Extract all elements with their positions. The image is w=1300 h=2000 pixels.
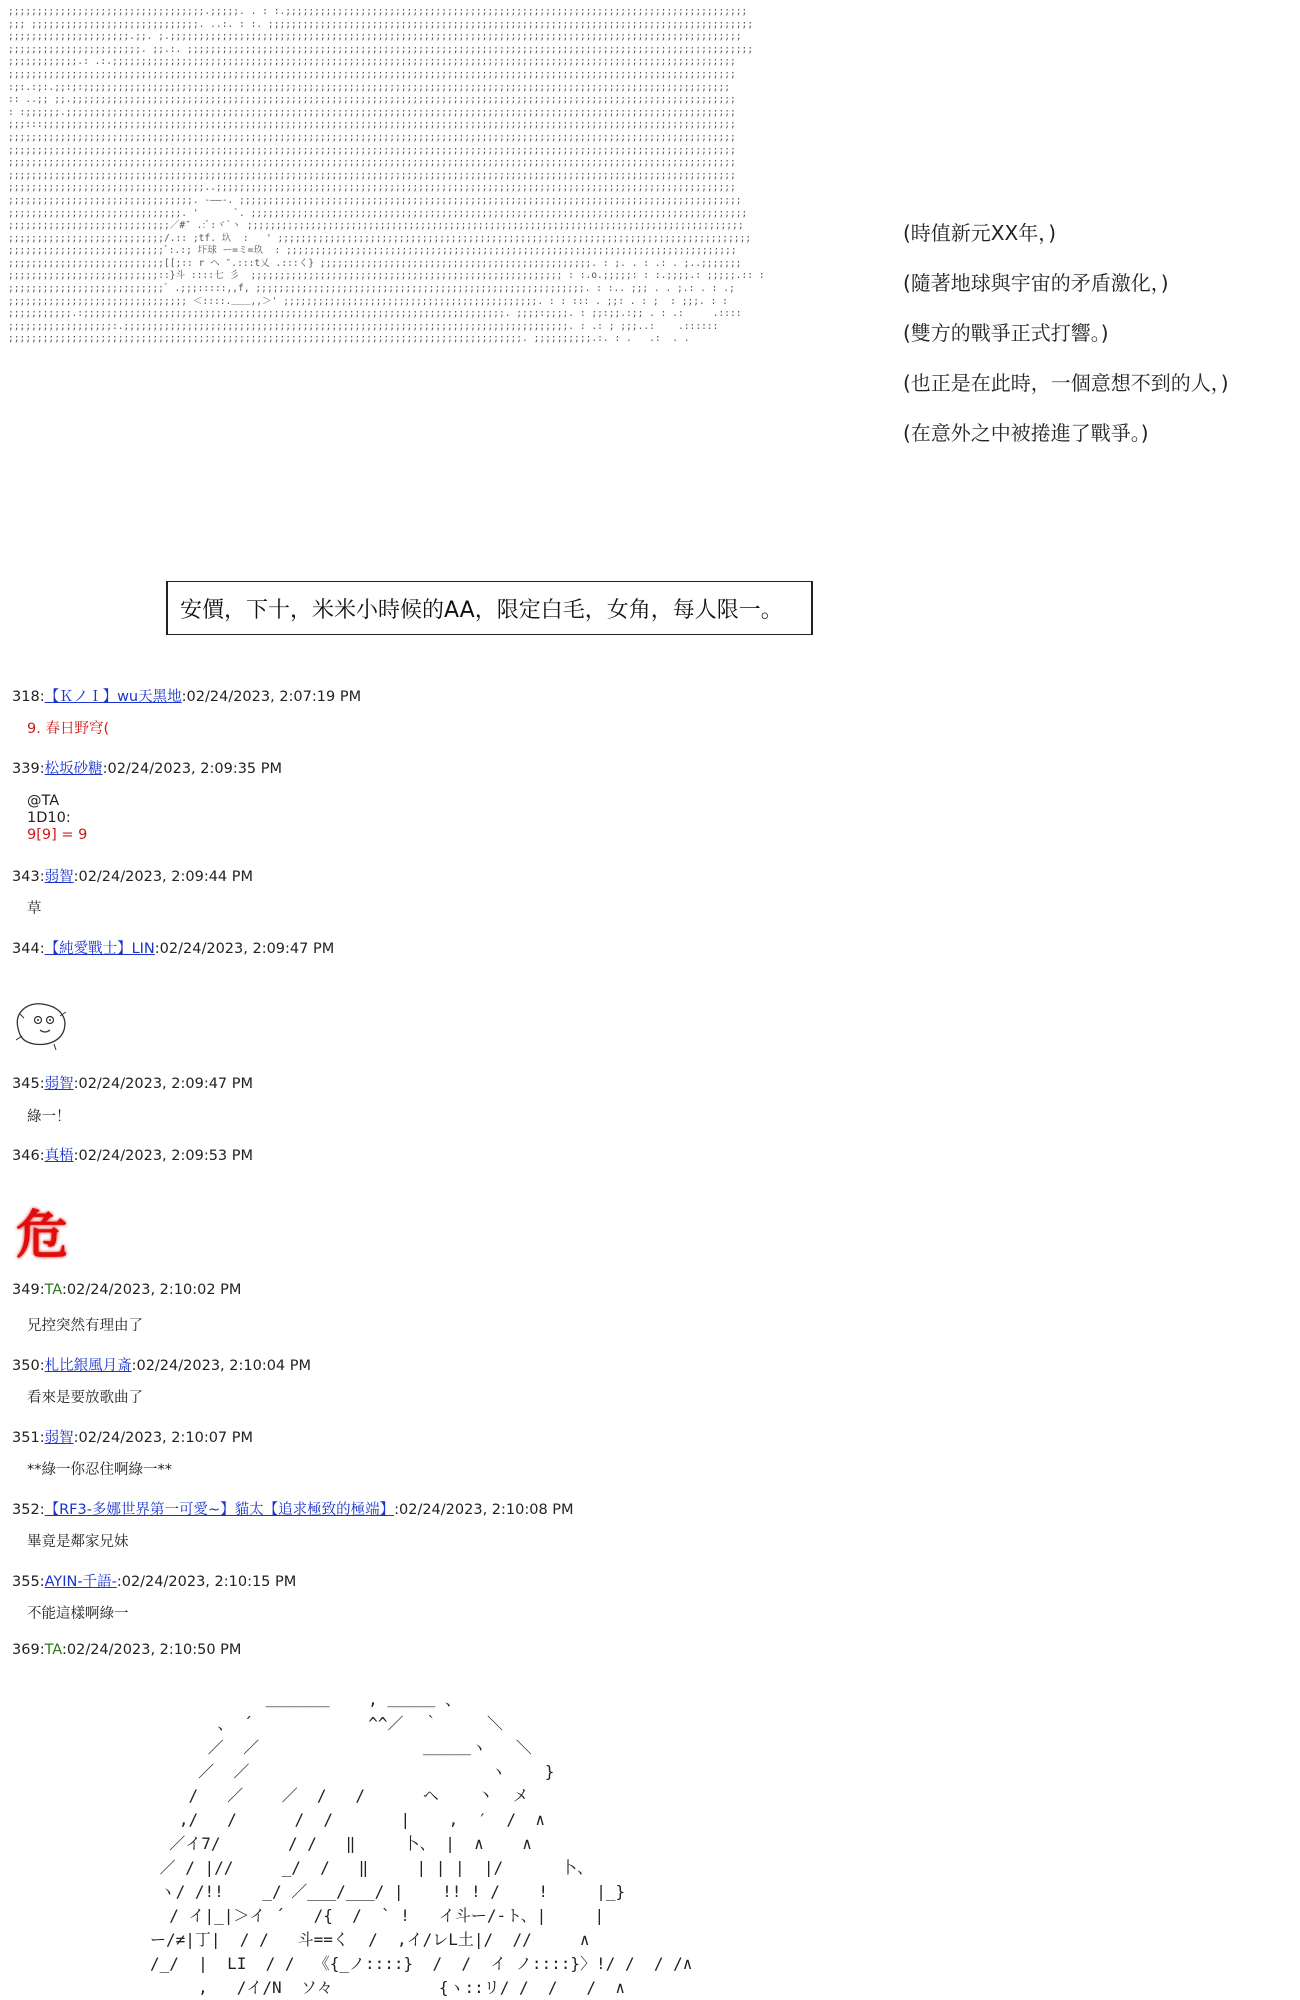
- post-header: 339:松坂砂糖:02/24/2023, 2:09:35 PM: [12, 761, 283, 777]
- narration-line: (在意外之中被捲進了戰爭。): [903, 421, 1149, 445]
- post-date: 02/24/2023, 2:10:07 PM: [78, 1430, 254, 1446]
- post-header: 344:【純愛戰士】LIN:02/24/2023, 2:09:47 PM: [12, 941, 335, 957]
- post-header: 369:TA:02/24/2023, 2:10:50 PM: [12, 1642, 242, 1658]
- narration-line: (隨著地球與宇宙的矛盾激化，): [903, 271, 1169, 295]
- post-date: 02/24/2023, 2:10:08 PM: [399, 1502, 574, 1518]
- post-number: 339: [12, 761, 40, 777]
- danger-glyph: 危: [15, 1205, 69, 1265]
- post-date: 02/24/2023, 2:09:44 PM: [78, 869, 254, 885]
- post-number: 343: [12, 869, 40, 885]
- post-body: 畢竟是鄰家兄妹: [27, 1534, 129, 1550]
- poster-name-link[interactable]: 札比銀風月斎: [44, 1358, 132, 1374]
- post-body: 看來是要放歌曲了: [27, 1390, 143, 1406]
- poster-name: TA: [44, 1282, 62, 1298]
- post-body: 草: [27, 901, 42, 917]
- post-number: 350: [12, 1358, 40, 1374]
- post-date: 02/24/2023, 2:09:35 PM: [107, 761, 283, 777]
- post-number: 344: [12, 941, 40, 957]
- post-number: 346: [12, 1148, 40, 1164]
- narration-line: (時值新元XX年，): [903, 221, 1057, 245]
- poster-name: TA: [44, 1642, 62, 1658]
- post-number: 351: [12, 1430, 40, 1446]
- poster-name-link[interactable]: 【ＫノＩ】wu天黑地: [44, 689, 182, 705]
- post-date: 02/24/2023, 2:10:15 PM: [121, 1574, 297, 1590]
- post-date: 02/24/2023, 2:07:19 PM: [186, 689, 362, 705]
- post-number: 355: [12, 1574, 40, 1590]
- post-number: 349: [12, 1282, 40, 1298]
- post-header: 346:真梧:02/24/2023, 2:09:53 PM: [12, 1148, 254, 1164]
- post-number: 369: [12, 1642, 40, 1658]
- post-number: 345: [12, 1076, 40, 1092]
- post-header: 343:弱智:02/24/2023, 2:09:44 PM: [12, 869, 254, 885]
- post-date: 02/24/2023, 2:10:02 PM: [66, 1282, 242, 1298]
- post-header: 352:【RF3-多娜世界第一可愛~】貓太【追求極致的極端】:02/24/2023, 2:10:08 PM: [12, 1502, 574, 1518]
- post-date: 02/24/2023, 2:09:53 PM: [78, 1148, 254, 1164]
- poster-name-link[interactable]: 弱智: [44, 869, 74, 885]
- post-header: 349:TA:02/24/2023, 2:10:02 PM: [12, 1282, 242, 1298]
- ascii-art-bottom: ＿＿＿＿ , ＿＿＿ 、 、 ´ ^^／ ｀ ＼ ／ ／ ＿＿＿ヽ ＼ ／ ／ ヽ } / ／ ／ / / ヘ 丶 メ ,/ / / / | , ′ / ∧ ／イ7/ / / ‖ 卜、 | ∧ ∧ ／ / |// _/ / ‖ | | | |/ 卜、 ヽ/ /!! _/ ／___/___/ | !! ! / ! |_} / イ|_|＞イ ´ /{ / ` ! イ斗ー/-ト、| | ー/≠|丁| / / 斗==く / ,イ/レL土|/ // ∧ /_/ | LI / / 《{_ノ::::} / / イ ノ::::}〉!/ / / /∧ , /イ/N ソ々 {ヽ::リ/ / / / ∧: [150, 1690, 693, 1997]
- poster-name-link[interactable]: 【純愛戰士】LIN: [44, 941, 155, 957]
- post-header: 351:弱智:02/24/2023, 2:10:07 PM: [12, 1430, 254, 1446]
- post-header: 350:札比銀風月斎:02/24/2023, 2:10:04 PM: [12, 1358, 312, 1374]
- post-body: 綠一！: [27, 1109, 71, 1125]
- post-date: 02/24/2023, 2:10:50 PM: [66, 1642, 242, 1658]
- anchor-box: [166, 581, 813, 635]
- post-header: 318:【ＫノＩ】wu天黑地:02/24/2023, 2:07:19 PM: [12, 689, 362, 705]
- narration-line: (雙方的戰爭正式打響。): [903, 321, 1109, 345]
- poster-name-link[interactable]: 弱智: [44, 1076, 74, 1092]
- post-body: **綠一你忍住啊綠一**: [27, 1462, 172, 1478]
- face-doodle-icon: [10, 998, 72, 1050]
- post-number: 352: [12, 1502, 40, 1518]
- dice-result: 9[9] = 9: [27, 827, 88, 843]
- poster-name-link[interactable]: 松坂砂糖: [44, 761, 103, 777]
- post-body: 不能這樣啊綠一: [27, 1606, 129, 1622]
- poster-name-link[interactable]: 真梧: [44, 1148, 74, 1164]
- post-header: 355:AYIN-千語-:02/24/2023, 2:10:15 PM: [12, 1574, 297, 1590]
- narration: [903, 218, 1293, 468]
- post-body: 兄控突然有理由了: [27, 1318, 143, 1334]
- danger-glyph-image: [12, 1203, 72, 1265]
- post-date: 02/24/2023, 2:10:04 PM: [136, 1358, 312, 1374]
- post-body: @TA 1D10:: [27, 793, 71, 826]
- narration-line: (也正是在此時，一個意想不到的人，): [903, 371, 1229, 395]
- post-date: 02/24/2023, 2:09:47 PM: [159, 941, 335, 957]
- post-number: 318: [12, 689, 40, 705]
- post-header: 345:弱智:02/24/2023, 2:09:47 PM: [12, 1076, 254, 1092]
- post-date: 02/24/2023, 2:09:47 PM: [78, 1076, 254, 1092]
- poster-name-link[interactable]: 【RF3-多娜世界第一可愛~】貓太【追求極致的極端】: [44, 1502, 395, 1518]
- poster-name-link[interactable]: AYIN-千語-: [44, 1574, 117, 1590]
- ascii-art-top: ;;;;;;;;;;;;;;;;;;;;;;;;;;;;;;;;;;.;;;;;. . : :.;;;;;;;;;;;;;;;;;;;;;;;;;;;;;;;;;;;;;;;;;;;;;;;;;;;;;;;;;;;;;;;;;;;;;;;;;;;;;;;; ;;; ;;;;;;;;;;;;;;;;;;;;;;;;;;;;;. ..:. : :. ;;;;;;;;;;;;;;;;;;;;;;;;;;;;;;;;;;;;;;;;;;;;;;;;;;;;;;;;;;;;;;;;;;;;;;;;;;;;;;;;;;;; ;;;;;;;;;;;;;;;;;;;;;.;;. ;.;;;;;;;;;;;;;;;;;;;;;;;;;;;;;;;;;;;;;;;;;;;;;;;;;;;;;;;;;;;;;;;;;;;;;;;;;;;;;;;;;;;;;;;;;;;;;;;;;;; ;;;;;;;;;;;;;;;;;;;;;;;. ;;.:. ;;;;;;;;;;;;;;;;;;;;;;;;;;;;;;;;;;;;;;;;;;;;;;;;;;;;;;;;;;;;;;;;;;;;;;;;;;;;;;;;;;;;;;;;;;;;;;;;;; ;;;;;;;;;;;;.: .:.;;;;;;;;;;;;;;;;;;;;;;;;;;;;;;;;;;;;;;;;;;;;;;;;;;;;;;;;;;;;;;;;;;;;;;;;;;;;;;;;;;;;;;;;;;;;;;;;;;;;;;;;;;;; ;;;;;;;;;;;;;;;;;;;;;;;;;;;;;;;;;;;;;;;;;;;;;;;;;;;;;;;;;;;;;;;;;;;;;;;;;;;;;;;;;;;;;;;;;;;;;;;;;;;;;;;;;;;;;;;;;;;;;;;;;;;;;; :;:.:;:.;;:;:;;;;;;;;;;;;;;;;;;;;;;;;;;;;;;;;;;;;;;;;;;;;;;;;;;;;;;;;;;;;;;;;;;;;;;;;;;;;;;;;;;;;;;;;;;;;;;;;;;;;;;;;;;;;;;;; :: ..;; ;;.;;;;;;;;;;;;;;;;;;;;;;;;;;;;;;;;;;;;;;;;;;;;;;;;;;;;;;;;;;;;;;;;;;;;;;;;;;;;;;;;;;;;;;;;;;;;;;;;;;;;;;;;;;;;;;;;;;; : :;;;;;;.;;;;;;;;;;;;;;;;;;;;;;;;;;;;;;;;;;;;;;;;;;;;;;;;;;;;;;;;;;;;;;;;;;;;;;;;;;;;;;;;;;;;;;;;;;;;;;;;;;;;;;;;;;;;;;;;;;;; ;;;:::;;;;;;;;;;;;;;;;;;;;;;;;;;;;;;;;;;;;;;;;;;;;;;;;;;;;;;;;;;;;;;;;;;;;;;;;;;;;;;;;;;;;;;;;;;;;;;;;;;;;;;;;;;;;;;;;;;;;;;;; ;;;;;;;;;;;;;;;;;;;;;;;;;;;;;;;;;;;;;;;;;;;;;;;;;;;;;;;;;;;;;;;;;;;;;;;;;;;;;;;;;;;;;;;;;;;;;;;;;;;;;;;;;;;;;;;;;;;;;;;;;;;;;; ;;;;;;;;;;;;;;;;;;;;;;;;;;;;;;;;;;;;;;;;;;;;;;;;;;;;;;;;;;;;;;;;;;;;;;;;;;;;;;;;;;;;;;;;;;;;;;;;;;;;;;;;;;;;;;;;;;;;;;;;;;;;;; ;;;;;;;;;;;;;;;;;;;;;;;;;;;;;;;;;;;;;;;;;;;;;;;;;;;;;;;;;;;;;;;;;;;;;;;;;;;;;;;;;;;;;;;;;;;;;;;;;;;;;;;;;;;;;;;;;;;;;;;;;;;;;; ;;;;;;;;;;;;;;;;;;;;;;;;;;;;;;;;;;;;;;;;;;;;;;;;;;;;;;;;;;;;;;;;;;;;;;;;;;;;;;;;;;;;;;;;;;;;;;;;;;;;;;;;;;;;;;;;;;;;;;;;;;;;;; ;;;;;;;;;;;;;;;;;;;;;;;;;;;;;;;;;;..;;;;;;;;;;;;;;;;;;;;;;;;;;;;;;;;;;;;;;;;;;;;;;;;;;;;;;;;;;;;;;;;;;;;;;;;;;;;;;;;;;;;;;;;;; ;;;;;;;;;;;;;;;;;;;;;;;;;;;;;;;;. -――-. ;;;;;;;;;;;;;;;;;;;;;;;;;;;;;;;;;;;;;;;;;;;;;;;;;;;;;;;;;;;;;;;;;;;;;;;;;;;;;;;;;;;;;;; ;;;;;;;;;;;;;;;;;;;;;;;;;;;;;;. ' `. ;;;;;;;;;;;;;;;;;;;;;;;;;;;;;;;;;;;;;;;;;;;;;;;;;;;;;;;;;;;;;;;;;;;;;;;;;;;;;;;;;;;;;; ;;;;;;;;;;;;;;;;;;;;;;;;;;;;／#″ .:ﾞ:ヾ`ヽ ;;;;;;;;;;;;;;;;;;;;;;;;;;;;;;;;;;;;;;;;;;;;;;;;;;;;;;;;;;;;;;;;;;;;;;;;;;;;;;;;;;;;;; ;;;;;;;;;;;;;;;;;;;;;;;;;;;/.:: ;tf. 圦 : ' ;;;;;;;;;;;;;;;;;;;;;;;;;;;;;;;;;;;;;;;;;;;;;;;;;;;;;;;;;;;;;;;;;;;;;;;;;;;;;;;;;; ;;;;;;;;;;;;;;;;;;;;;;;;;;;ﾞ:.:; 圷球 ー=ミ=玖 : ;;;;;;;;;;;;;;;;;;;;;;;;;;;;;;;;;;;;;;;;;;;;;;;;;;;;;;;;;;;;;;;;;;;;;;;;;;;;;; ;;;;;;;;;;;;;;;;;;;;;;;;;;;[[;:: r ヘ ″.:::t乂 .:::く} ;;;;;;;;;;;;;;;;;;;;;;;;;;;;;;;;;;;;;;;;;;;;;;;. : ;. . : .: . ;..;;;;;;; ;;;;;;;;;;;;;;;;;;;;;;;;;;::}斗 ::::七 彡 ;;;;;;;;;;;;;;;;;;;;;;;;;;;;;;;;;;;;;;;;;;;;;;;;;;;;;; : :.o.;;;;;: : :.;;;;.: ;;;;;.:: : ;;;;;;;;;;;;;;;;;;;;;;;;;;;ﾞ .;;;:::::,,f, ;;;;;;;;;;;;;;;;;;;;;;;;;;;;;;;;;;;;;;;;;;;;;;;;;;;;;;;;;. : :.. ;;; . . ;.: . : .; ;;;;;;;;;;;;;;;;;;;;;;;;;;;;;;; ＜::::.＿＿,,＞' ;;;;;;;;;;;;;;;;;;;;;;;;;;;;;;;;;;;;;;;;;;;;. : : ::: . ;;: . : ; : ;;;. : : ;;;;;;;;;;;.:;;;;;;;;;;;;;;;;;;;;;;;;;;;;;;;;;;;;;;;;;;;;;;;;;;;;;;;;;;;;;;;;;;;;;;;;;. ;;;;:;;;;. : ;;:;;.:;; . : .: .:::: ;;;;;;;;;;;;;;;;;;:.;;;;;;;;;;;;;;;;;;;;;;;;;;;;;;;;;;;;;;;;;;;;;;;;;;;;;;;;;;;;;;;;;;;;;;;;;;;;;. : .: ; ;;;..: .:::::: ;;;;;;;;;;;;;;;;;;;;;;;;;;;;;;;;;;;;;;;;;;;;;;;;;;;;;;;;;;;;;;;;;;;;;;;;;;;;;;;;;;;;;;;;;. ;;;;;;;;;;.:. : . .: . .: [8, 6, 765, 345]
- anchor-text: 安價，下十，米米小時候的AA，限定白毛，女角，每人限一。: [180, 597, 783, 623]
- post-body: 9. 春日野穹(: [27, 721, 110, 737]
- poster-name-link[interactable]: 弱智: [44, 1430, 74, 1446]
